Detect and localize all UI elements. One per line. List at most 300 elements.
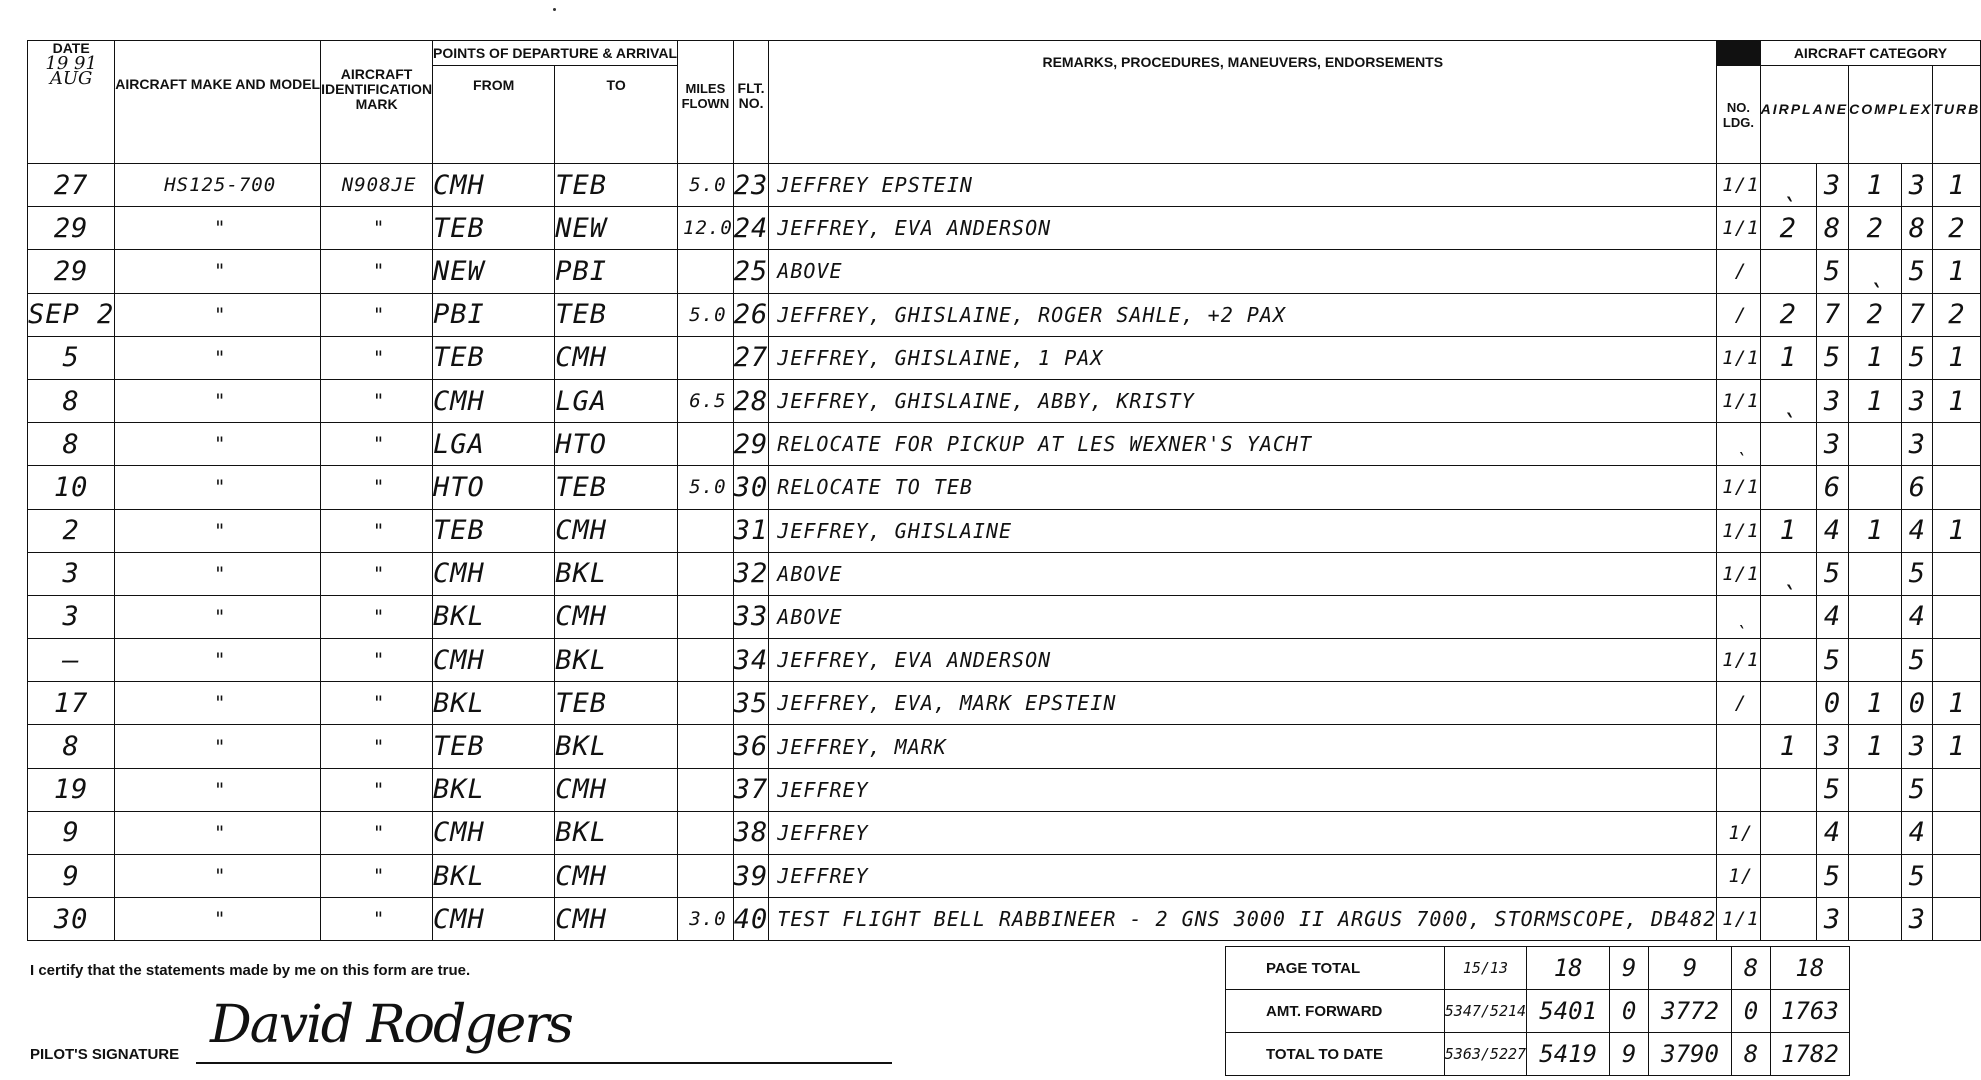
complex-tenths-cell: 5 <box>1902 552 1933 595</box>
remarks-header: REMARKS, PROCEDURES, MANEUVERS, ENDORSEMENTS <box>769 41 1717 164</box>
complex-tenths-cell: 5 <box>1902 336 1933 379</box>
airplane-tenths-cell: 4 <box>1816 509 1848 552</box>
from-cell: LGA <box>433 423 555 466</box>
log-row <box>28 293 1981 336</box>
airplane-hours-cell <box>1760 423 1816 466</box>
date-cell: 3 <box>28 552 115 595</box>
turb-cell <box>1933 855 1981 898</box>
airplane-tenths-cell: 5 <box>1816 336 1848 379</box>
to-cell: BKL <box>555 552 678 595</box>
totals-table <box>1225 946 1850 1076</box>
no-ldg-cell: 1/1 <box>1717 164 1760 207</box>
mark-cell: " <box>321 552 433 595</box>
complex-hours-cell <box>1849 595 1902 638</box>
airplane-tenths-cell: 4 <box>1816 811 1848 854</box>
turb-cell <box>1933 639 1981 682</box>
flt-no-cell: 36 <box>733 725 769 768</box>
from-cell: CMH <box>433 164 555 207</box>
to-cell: CMH <box>555 898 678 941</box>
mark-cell: " <box>321 595 433 638</box>
page-total-c2: 9 <box>1610 947 1649 990</box>
miles-cell: 6.5 <box>678 379 734 422</box>
no-ldg-cell: 1/1 <box>1717 336 1760 379</box>
mark-cell: " <box>321 293 433 336</box>
to-header: TO <box>555 66 678 164</box>
log-rows <box>28 164 1981 941</box>
no-ldg-cell: 1/1 <box>1717 898 1760 941</box>
date-header-year: 19 91 <box>45 53 97 74</box>
to-cell: BKL <box>555 725 678 768</box>
model-cell: " <box>115 423 321 466</box>
signature-label: PILOT'S SIGNATURE <box>30 1046 180 1063</box>
remarks-cell: JEFFREY, EVA ANDERSON <box>769 207 1717 250</box>
black-block <box>1717 41 1760 66</box>
date-cell: 9 <box>28 811 115 854</box>
remarks-cell: JEFFREY <box>769 855 1717 898</box>
airplane-tenths-cell: 5 <box>1816 855 1848 898</box>
amt-forward-c2: 0 <box>1610 990 1649 1033</box>
flt-no-cell: 32 <box>733 552 769 595</box>
miles-cell: 5.0 <box>678 293 734 336</box>
model-cell: " <box>115 811 321 854</box>
log-row <box>28 423 1981 466</box>
model-cell: HS125-700 <box>115 164 321 207</box>
miles-cell <box>678 682 734 725</box>
airplane-hours-cell <box>1760 250 1816 293</box>
from-cell: CMH <box>433 552 555 595</box>
flt-no-cell: 24 <box>733 207 769 250</box>
log-row <box>28 164 1981 207</box>
airplane-header: AIRPLANE <box>1760 66 1849 164</box>
flt-no-cell: 29 <box>733 423 769 466</box>
airplane-hours-cell: 2 <box>1760 293 1816 336</box>
mark-cell: " <box>321 423 433 466</box>
to-cell: CMH <box>555 768 678 811</box>
model-cell: " <box>115 639 321 682</box>
no-ldg-header: NO. LDG. <box>1717 66 1760 164</box>
log-row <box>28 811 1981 854</box>
miles-cell: 5.0 <box>678 164 734 207</box>
total-to-date-row <box>1226 1033 1850 1076</box>
model-cell: " <box>115 336 321 379</box>
model-cell: " <box>115 725 321 768</box>
to-cell: NEW <box>555 207 678 250</box>
from-cell: HTO <box>433 466 555 509</box>
miles-cell: 12.0 <box>678 207 734 250</box>
remarks-cell: JEFFREY, GHISLAINE <box>769 509 1717 552</box>
airplane-tenths-cell: 3 <box>1816 423 1848 466</box>
amt-forward-c4: 0 <box>1732 990 1771 1033</box>
complex-tenths-cell: 3 <box>1902 423 1933 466</box>
flt-no-cell: 26 <box>733 293 769 336</box>
flt-no-cell: 30 <box>733 466 769 509</box>
complex-hours-cell: 1 <box>1849 725 1902 768</box>
airplane-hours-cell: ˎ <box>1760 379 1816 422</box>
airplane-tenths-cell: 5 <box>1816 639 1848 682</box>
complex-hours-cell <box>1849 639 1902 682</box>
remarks-cell: TEST FLIGHT BELL RABBINEER - 2 GNS 3000 II ARGUS 7000, STORMSCOPE, DB482 <box>769 898 1717 941</box>
complex-tenths-cell: 5 <box>1902 768 1933 811</box>
from-cell: CMH <box>433 379 555 422</box>
complex-hours-cell <box>1849 466 1902 509</box>
miles-cell <box>678 595 734 638</box>
mark-cell: N908JE <box>321 164 433 207</box>
mark-cell: " <box>321 639 433 682</box>
turb-cell: 1 <box>1933 336 1981 379</box>
from-cell: NEW <box>433 250 555 293</box>
turb-cell: 1 <box>1933 379 1981 422</box>
certify-text: I certify that the statements made by me on this form are true. <box>30 962 471 979</box>
mark-cell: " <box>321 207 433 250</box>
log-row <box>28 336 1981 379</box>
turb-cell <box>1933 898 1981 941</box>
total-to-date-ldg: 5363/5227 <box>1444 1033 1526 1076</box>
remarks-cell: ABOVE <box>769 552 1717 595</box>
log-row <box>28 552 1981 595</box>
log-row <box>28 250 1981 293</box>
turb-cell <box>1933 768 1981 811</box>
date-cell: 30 <box>28 898 115 941</box>
date-cell: 2 <box>28 509 115 552</box>
mark-cell: " <box>321 466 433 509</box>
airplane-tenths-cell: 3 <box>1816 379 1848 422</box>
airplane-tenths-cell: 8 <box>1816 207 1848 250</box>
page-total-c3: 9 <box>1648 947 1731 990</box>
complex-header: COMPLEX <box>1849 66 1933 164</box>
turb-cell: 2 <box>1933 207 1981 250</box>
complex-tenths-cell: 3 <box>1902 164 1933 207</box>
miles-cell: 3.0 <box>678 898 734 941</box>
from-cell: BKL <box>433 855 555 898</box>
log-row <box>28 725 1981 768</box>
mark-cell: " <box>321 811 433 854</box>
to-cell: PBI <box>555 250 678 293</box>
page-total-ldg: 15/13 <box>1444 947 1526 990</box>
log-row <box>28 509 1981 552</box>
header-row-top <box>28 41 1981 66</box>
mark-cell: " <box>321 336 433 379</box>
from-cell: CMH <box>433 898 555 941</box>
mark-cell: " <box>321 855 433 898</box>
from-cell: BKL <box>433 768 555 811</box>
flt-no-cell: 35 <box>733 682 769 725</box>
airplane-tenths-cell: 5 <box>1816 768 1848 811</box>
to-cell: TEB <box>555 164 678 207</box>
date-cell: SEP 2 <box>28 293 115 336</box>
amt-forward-c1: 5401 <box>1527 990 1610 1033</box>
complex-hours-cell: 2 <box>1849 293 1902 336</box>
complex-tenths-cell: 7 <box>1902 293 1933 336</box>
from-cell: CMH <box>433 639 555 682</box>
log-row <box>28 207 1981 250</box>
amt-forward-label: AMT. FORWARD <box>1226 990 1445 1033</box>
total-to-date-label: TOTAL TO DATE <box>1226 1033 1445 1076</box>
remarks-cell: JEFFREY, EVA ANDERSON <box>769 639 1717 682</box>
airplane-hours-cell <box>1760 466 1816 509</box>
model-cell: " <box>115 250 321 293</box>
mark-cell: " <box>321 379 433 422</box>
to-cell: LGA <box>555 379 678 422</box>
pilot-signature: David Rodgers <box>210 995 572 1055</box>
model-cell: " <box>115 855 321 898</box>
miles-cell <box>678 725 734 768</box>
date-cell: 5 <box>28 336 115 379</box>
complex-tenths-cell: 6 <box>1902 466 1933 509</box>
date-cell: 8 <box>28 423 115 466</box>
no-ldg-cell: 1/1 <box>1717 552 1760 595</box>
turb-cell <box>1933 466 1981 509</box>
total-to-date-c3: 3790 <box>1648 1033 1731 1076</box>
airplane-tenths-cell: 7 <box>1816 293 1848 336</box>
airplane-tenths-cell: 3 <box>1816 725 1848 768</box>
model-cell: " <box>115 466 321 509</box>
flt-no-cell: 27 <box>733 336 769 379</box>
date-cell: 29 <box>28 250 115 293</box>
from-cell: TEB <box>433 336 555 379</box>
miles-header: MILES FLOWN <box>678 41 734 164</box>
log-row <box>28 379 1981 422</box>
model-cell: " <box>115 379 321 422</box>
no-ldg-cell: 1/1 <box>1717 379 1760 422</box>
turb-cell <box>1933 811 1981 854</box>
logbook-table <box>27 40 1981 941</box>
remarks-cell: RELOCATE FOR PICKUP AT LES WEXNER'S YACHT <box>769 423 1717 466</box>
complex-hours-cell: ˎ <box>1849 250 1902 293</box>
complex-hours-cell <box>1849 898 1902 941</box>
airplane-hours-cell: 1 <box>1760 336 1816 379</box>
flt-no-header: FLT. NO. <box>733 41 769 164</box>
to-cell: BKL <box>555 639 678 682</box>
turb-cell <box>1933 423 1981 466</box>
date-cell: 9 <box>28 855 115 898</box>
no-ldg-cell: ˎ <box>1717 423 1760 466</box>
total-to-date-c5: 1782 <box>1770 1033 1849 1076</box>
model-cell: " <box>115 552 321 595</box>
airplane-hours-cell <box>1760 639 1816 682</box>
complex-hours-cell <box>1849 423 1902 466</box>
airplane-tenths-cell: 5 <box>1816 552 1848 595</box>
flt-no-cell: 23 <box>733 164 769 207</box>
miles-cell <box>678 639 734 682</box>
log-row <box>28 768 1981 811</box>
miles-cell <box>678 250 734 293</box>
page-total-c1: 18 <box>1527 947 1610 990</box>
no-ldg-cell: 1/1 <box>1717 509 1760 552</box>
airplane-tenths-cell: 5 <box>1816 250 1848 293</box>
from-cell: BKL <box>433 682 555 725</box>
airplane-hours-cell: ˎ <box>1760 164 1816 207</box>
airplane-hours-cell: ˎ <box>1760 552 1816 595</box>
miles-cell <box>678 423 734 466</box>
date-cell: 29 <box>28 207 115 250</box>
airplane-hours-cell <box>1760 855 1816 898</box>
total-to-date-c1: 5419 <box>1527 1033 1610 1076</box>
to-cell: HTO <box>555 423 678 466</box>
date-cell: 8 <box>28 725 115 768</box>
complex-tenths-cell: 4 <box>1902 811 1933 854</box>
amt-forward-ldg: 5347/5214 <box>1444 990 1526 1033</box>
complex-hours-cell <box>1849 768 1902 811</box>
miles-cell <box>678 768 734 811</box>
complex-hours-cell <box>1849 855 1902 898</box>
total-to-date-c2: 9 <box>1610 1033 1649 1076</box>
no-ldg-cell: 1/1 <box>1717 639 1760 682</box>
date-cell: 19 <box>28 768 115 811</box>
airplane-hours-cell <box>1760 595 1816 638</box>
from-cell: BKL <box>433 595 555 638</box>
complex-hours-cell: 1 <box>1849 379 1902 422</box>
complex-hours-cell: 1 <box>1849 336 1902 379</box>
complex-tenths-cell: 5 <box>1902 250 1933 293</box>
no-ldg-cell: 1/ <box>1717 855 1760 898</box>
model-cell: " <box>115 768 321 811</box>
airplane-tenths-cell: 3 <box>1816 898 1848 941</box>
date-cell: 3 <box>28 595 115 638</box>
model-cell: " <box>115 898 321 941</box>
mark-cell: " <box>321 898 433 941</box>
flt-no-cell: 31 <box>733 509 769 552</box>
no-ldg-cell: / <box>1717 293 1760 336</box>
to-cell: CMH <box>555 855 678 898</box>
flt-no-cell: 38 <box>733 811 769 854</box>
amt-forward-c5: 1763 <box>1770 990 1849 1033</box>
complex-tenths-cell: 3 <box>1902 725 1933 768</box>
amt-forward-c3: 3772 <box>1648 990 1731 1033</box>
airplane-hours-cell: 1 <box>1760 725 1816 768</box>
flt-no-cell: 37 <box>733 768 769 811</box>
to-cell: CMH <box>555 509 678 552</box>
remarks-cell: JEFFREY EPSTEIN <box>769 164 1717 207</box>
no-ldg-cell: 1/ <box>1717 811 1760 854</box>
date-cell: 10 <box>28 466 115 509</box>
flt-no-cell: 39 <box>733 855 769 898</box>
turb-cell <box>1933 552 1981 595</box>
from-cell: TEB <box>433 207 555 250</box>
miles-cell: 5.0 <box>678 466 734 509</box>
mark-cell: " <box>321 682 433 725</box>
turb-cell <box>1933 595 1981 638</box>
complex-tenths-cell: 3 <box>1902 898 1933 941</box>
to-cell: CMH <box>555 595 678 638</box>
airplane-hours-cell <box>1760 898 1816 941</box>
no-ldg-cell: / <box>1717 250 1760 293</box>
remarks-cell: JEFFREY <box>769 768 1717 811</box>
complex-tenths-cell: 4 <box>1902 595 1933 638</box>
complex-tenths-cell: 0 <box>1902 682 1933 725</box>
airplane-tenths-cell: 6 <box>1816 466 1848 509</box>
airplane-tenths-cell: 0 <box>1816 682 1848 725</box>
from-cell: PBI <box>433 293 555 336</box>
flt-no-cell: 40 <box>733 898 769 941</box>
miles-cell <box>678 336 734 379</box>
signature-line <box>196 1062 892 1064</box>
mark-cell: " <box>321 768 433 811</box>
model-cell: " <box>115 509 321 552</box>
airplane-hours-cell: 1 <box>1760 509 1816 552</box>
amt-forward-row <box>1226 990 1850 1033</box>
remarks-cell: JEFFREY <box>769 811 1717 854</box>
miles-cell <box>678 509 734 552</box>
page-total-label: PAGE TOTAL <box>1226 947 1445 990</box>
no-ldg-cell: 1/1 <box>1717 207 1760 250</box>
flt-no-cell: 33 <box>733 595 769 638</box>
airplane-hours-cell <box>1760 768 1816 811</box>
log-row <box>28 855 1981 898</box>
log-row <box>28 898 1981 941</box>
make-model-header: AIRCRAFT MAKE AND MODEL <box>115 41 321 164</box>
turb-header: TURB <box>1933 66 1981 164</box>
date-header-label: DATE <box>52 40 90 56</box>
log-row <box>28 595 1981 638</box>
total-to-date-c4: 8 <box>1732 1033 1771 1076</box>
complex-tenths-cell: 3 <box>1902 379 1933 422</box>
turb-cell: 1 <box>1933 682 1981 725</box>
no-ldg-cell: ˎ <box>1717 595 1760 638</box>
airplane-hours-cell <box>1760 682 1816 725</box>
points-header: POINTS OF DEPARTURE & ARRIVAL <box>433 41 678 66</box>
log-row <box>28 639 1981 682</box>
model-cell: " <box>115 595 321 638</box>
complex-tenths-cell: 5 <box>1902 639 1933 682</box>
from-cell: TEB <box>433 725 555 768</box>
complex-tenths-cell: 4 <box>1902 509 1933 552</box>
date-header <box>28 41 115 164</box>
mark-cell: " <box>321 250 433 293</box>
date-cell: 8 <box>28 379 115 422</box>
turb-cell: 1 <box>1933 164 1981 207</box>
to-cell: TEB <box>555 466 678 509</box>
flt-no-cell: 34 <box>733 639 769 682</box>
airplane-hours-cell: 2 <box>1760 207 1816 250</box>
remarks-cell: RELOCATE TO TEB <box>769 466 1717 509</box>
airplane-hours-cell <box>1760 811 1816 854</box>
remarks-cell: ABOVE <box>769 250 1717 293</box>
complex-tenths-cell: 5 <box>1902 855 1933 898</box>
complex-tenths-cell: 8 <box>1902 207 1933 250</box>
complex-hours-cell: 1 <box>1849 164 1902 207</box>
turb-cell: 1 <box>1933 509 1981 552</box>
log-row <box>28 682 1981 725</box>
remarks-cell: JEFFREY, GHISLAINE, ROGER SAHLE, +2 PAX <box>769 293 1717 336</box>
complex-hours-cell: 1 <box>1849 509 1902 552</box>
model-cell: " <box>115 682 321 725</box>
no-ldg-cell <box>1717 725 1760 768</box>
ink-dot <box>553 8 556 11</box>
complex-hours-cell: 1 <box>1849 682 1902 725</box>
airplane-tenths-cell: 3 <box>1816 164 1848 207</box>
to-cell: BKL <box>555 811 678 854</box>
from-header: FROM <box>433 66 555 164</box>
miles-cell <box>678 811 734 854</box>
remarks-cell: JEFFREY, GHISLAINE, ABBY, KRISTY <box>769 379 1717 422</box>
remarks-cell: ABOVE <box>769 595 1717 638</box>
from-cell: TEB <box>433 509 555 552</box>
from-cell: CMH <box>433 811 555 854</box>
turb-cell: 1 <box>1933 725 1981 768</box>
turb-cell: 2 <box>1933 293 1981 336</box>
remarks-cell: JEFFREY, GHISLAINE, 1 PAX <box>769 336 1717 379</box>
remarks-cell: JEFFREY, MARK <box>769 725 1717 768</box>
no-ldg-cell: 1/1 <box>1717 466 1760 509</box>
date-cell: 17 <box>28 682 115 725</box>
page-total-row <box>1226 947 1850 990</box>
to-cell: CMH <box>555 336 678 379</box>
no-ldg-cell: / <box>1717 682 1760 725</box>
mark-cell: " <box>321 509 433 552</box>
log-row <box>28 466 1981 509</box>
date-header-month: AUG <box>49 68 93 89</box>
miles-cell <box>678 552 734 595</box>
